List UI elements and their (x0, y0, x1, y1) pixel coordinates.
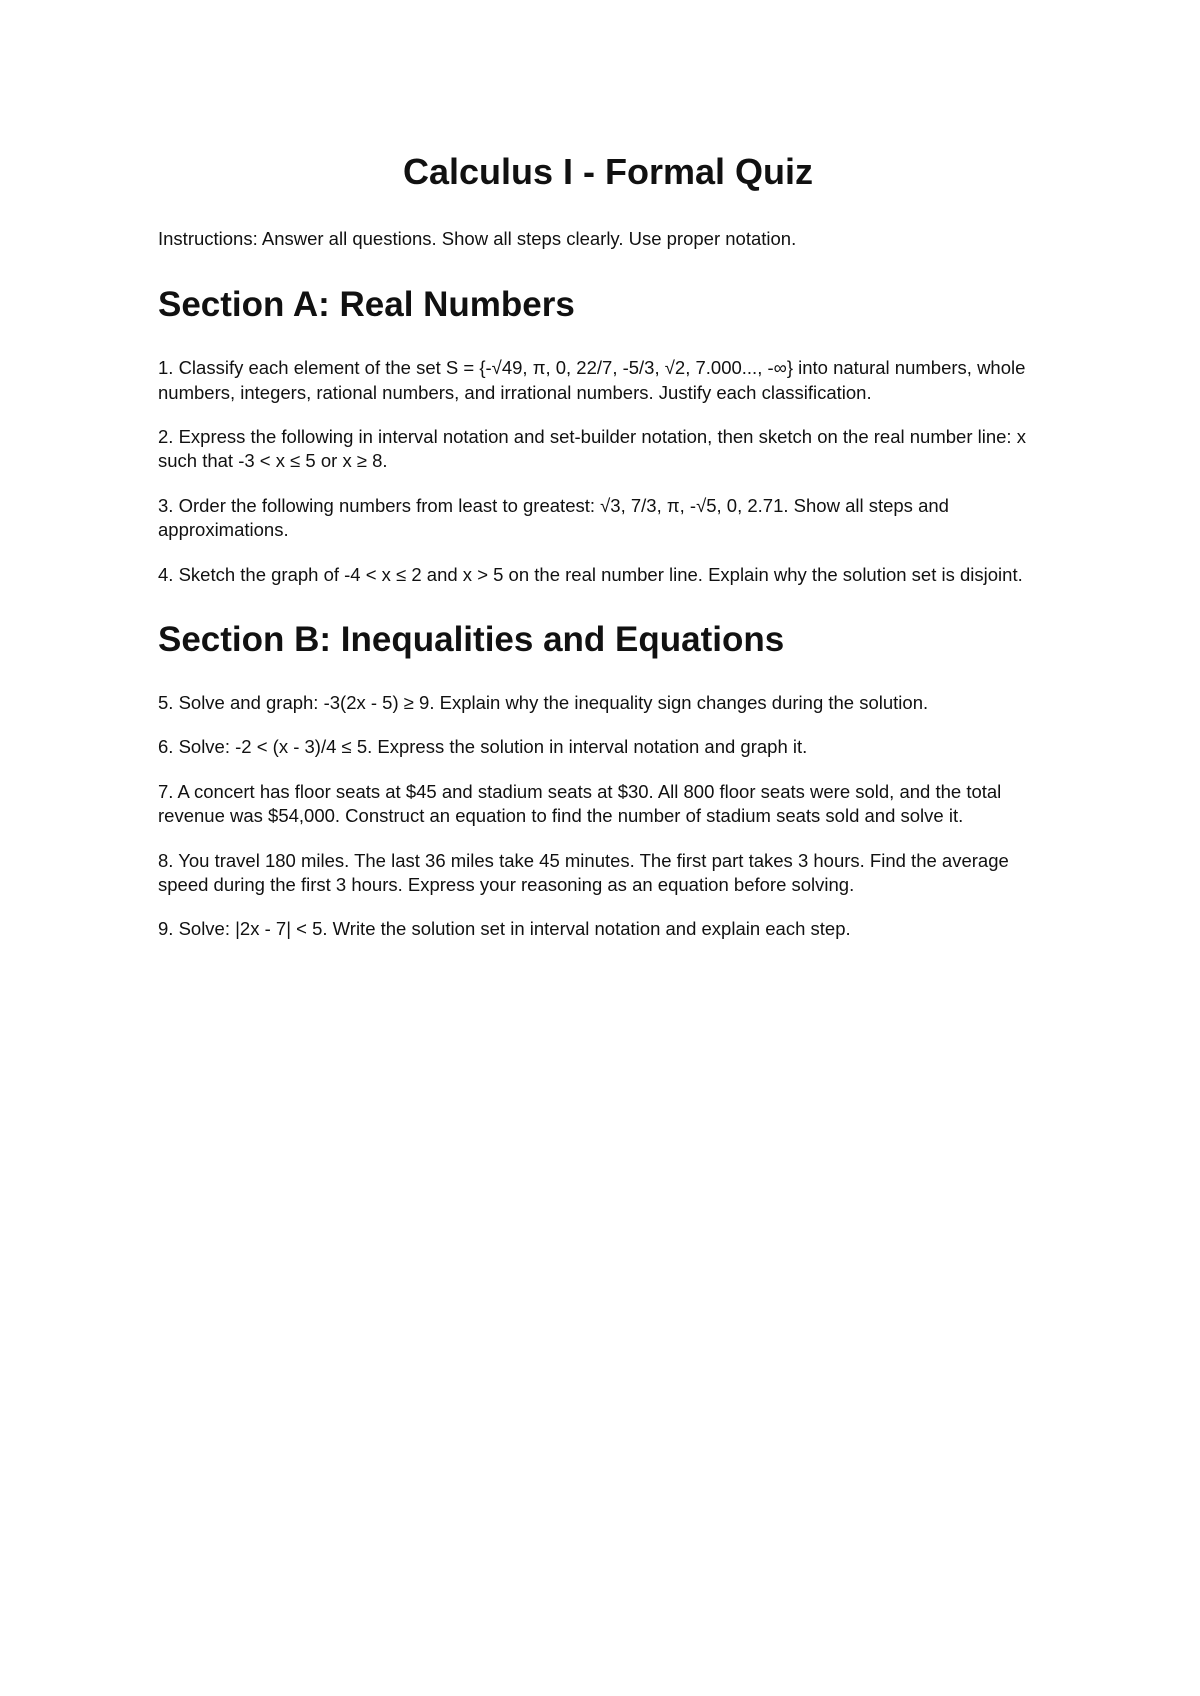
instructions-text: Instructions: Answer all questions. Show all steps clearly. Use proper notation. (158, 228, 797, 250)
section-a (158, 284, 1058, 587)
question-7: 7. A concert has floor seats at $45 and stadium seats at $30. All 800 floor seats were sold, and the total revenue was $54,000. Construct an equation to find the number of stadium seats sold and solve it. (158, 780, 1002, 827)
question-5: 5. Solve and graph: -3(2x - 5) ≥ 9. Explain why the inequality sign changes during the solution. (158, 692, 929, 713)
section-a-heading: Section A: Real Numbers (158, 285, 575, 325)
question-6: 6. Solve: -2 < (x - 3)/4 ≤ 5. Express the solution in interval notation and graph it. (158, 736, 808, 758)
document-title: Calculus I - Formal Quiz (402, 151, 814, 192)
question-4: 4. Sketch the graph of -4 < x ≤ 2 and x > 5 on the real number line. Explain why the solution set is disjoint. (158, 563, 1023, 585)
section-b-questions (158, 691, 1058, 942)
question-8: 8. You travel 180 miles. The last 36 miles take 45 minutes. The first part takes 3 hours. Find the average speed during the first 3 hours. Express your reasoning as an equation before solving. (158, 849, 1009, 896)
question-2: 2. Express the following in interval notation and set-builder notation, then sketch on the real number line: x such that -3 < x ≤ 5 or x ≥ 8. (158, 425, 1026, 472)
section-a-questions (158, 356, 1058, 587)
section-b-heading: Section B: Inequalities and Equations (158, 620, 785, 659)
section-b (158, 619, 1058, 942)
question-9: 9. Solve: |2x - 7| < 5. Write the solution set in interval notation and explain each step. (158, 918, 851, 940)
question-1: 1. Classify each element of the set S = {-√49, π, 0, 22/7, -5/3, √2, 7.000..., -∞} into natural numbers, whole numbers, integers, rational numbers, and irrational numbers. Justify each classification. (158, 357, 1026, 403)
document-content (158, 150, 1058, 962)
question-3: 3. Order the following numbers from least to greatest: √3, 7/3, π, -√5, 0, 2.71. Show all steps and approximations. (158, 494, 949, 541)
